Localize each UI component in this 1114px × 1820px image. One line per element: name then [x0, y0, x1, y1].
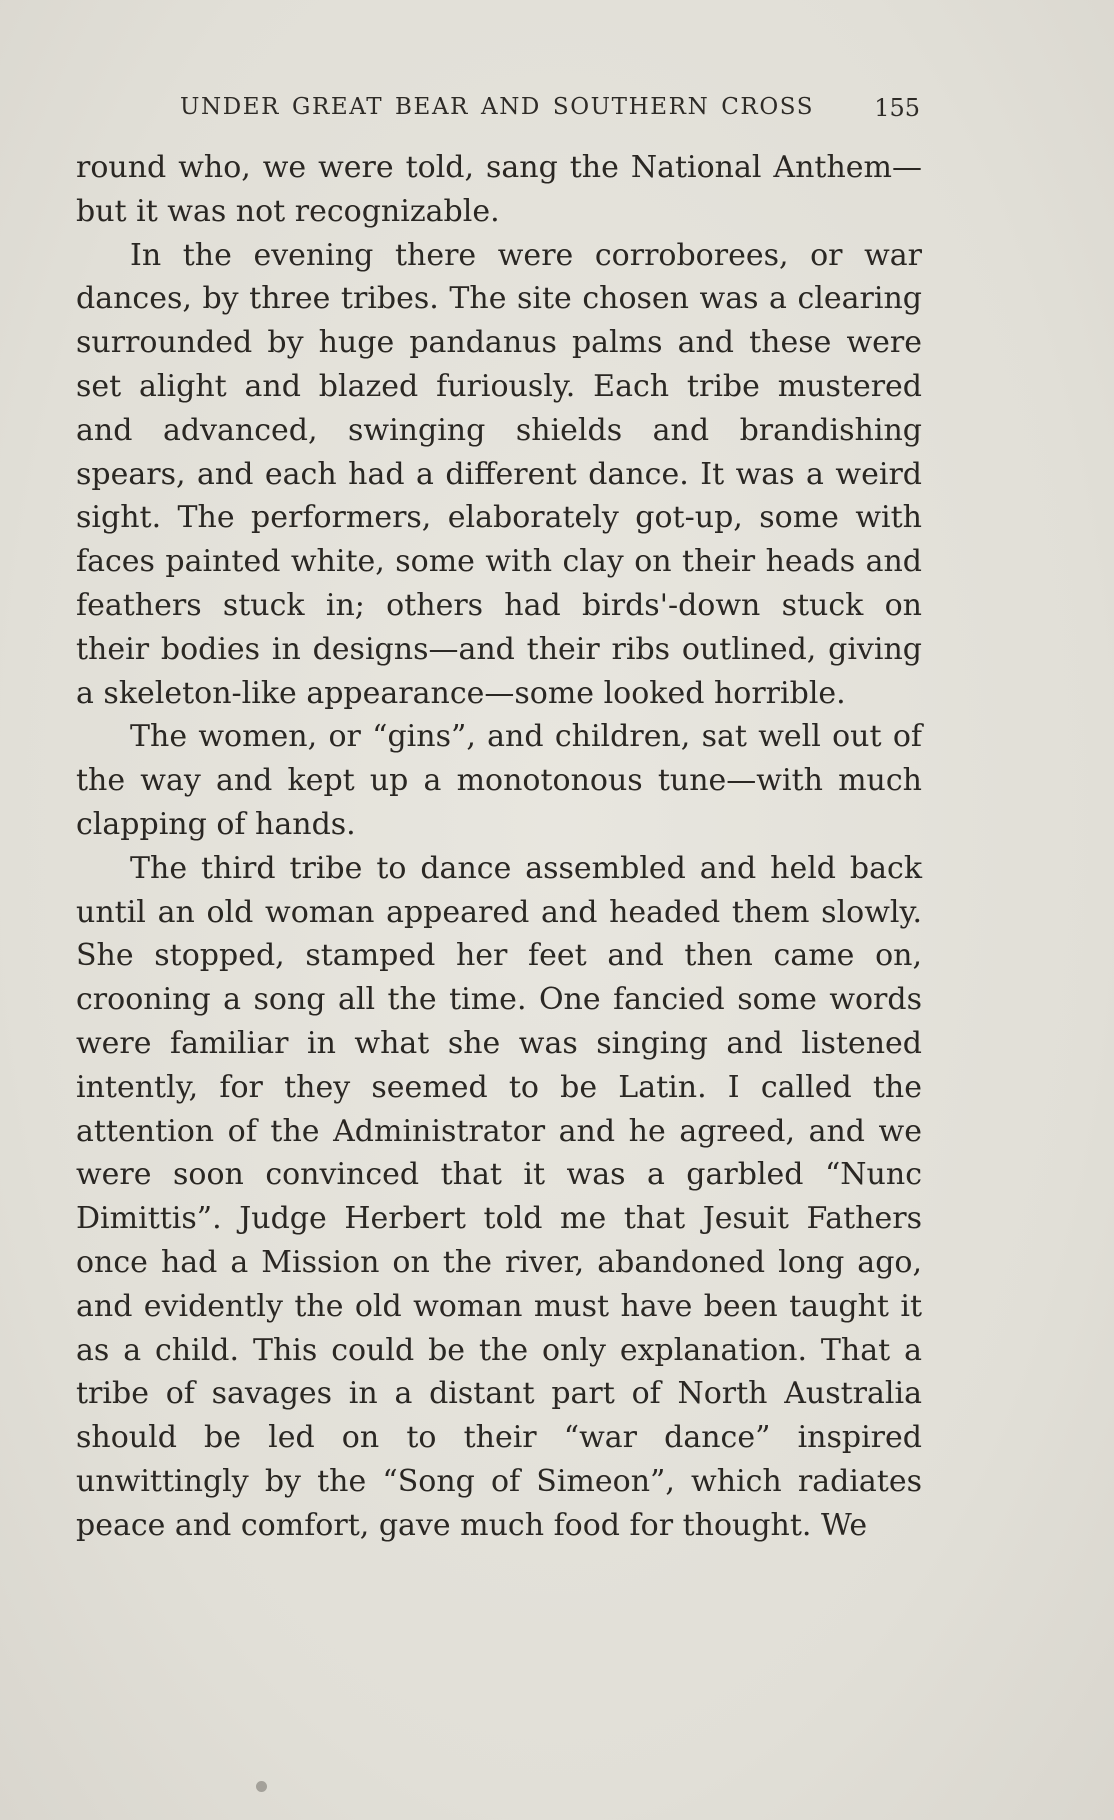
body-text — [76, 146, 922, 1548]
paragraph: In the evening there were corroborees, or war dances, by three tribes. The site chosen was a clearing surrounded by huge pandanus palms and these were set alight and blazed furiously. Each tribe mustered and advanced, swinging shields and brandishing spears, and each had a different dance. It was a weird sight. The performers, elaborately got-up, some with faces painted white, some with clay on their heads and feathers stuck in; others had birds'-down stuck on their bodies in designs—and their ribs outlined, giving a skeleton-like appearance—some looked horrible. — [76, 237, 922, 711]
paragraph: round who, we were told, sang the National Anthem— but it was not recognizable. — [76, 150, 922, 229]
page-number: 155 — [874, 94, 920, 122]
paper-blemish — [256, 1781, 267, 1792]
running-title: UNDER GREAT BEAR AND SOUTHERN CROSS — [180, 94, 815, 120]
page-header — [180, 94, 920, 128]
paragraph: The women, or “gins”, and children, sat well out of the way and kept up a monotonous tune—with much clapping of hands. — [76, 719, 922, 842]
paragraph: The third tribe to dance assembled and held back until an old woman appeared and headed them slowly. She stopped, stamped her feet and then came on, crooning a song all the time. One fancied some words were familiar in what she was singing and listened intently, for they seemed to be Latin. I called the attention of the Administrator and he agreed, and we were soon convinced that it was a garbled “Nunc Dimittis”. Judge Herbert told me that Jesuit Fathers once had a Mission on the river, abandoned long ago, and evidently the old woman must have been taught it as a child. This could be the only explanation. That a tribe of savages in a distant part of North Australia should be led on to their “war dance” inspired unwittingly by the “Song of Simeon”, which radiates peace and comfort, gave much food for thought. We — [76, 850, 922, 1543]
